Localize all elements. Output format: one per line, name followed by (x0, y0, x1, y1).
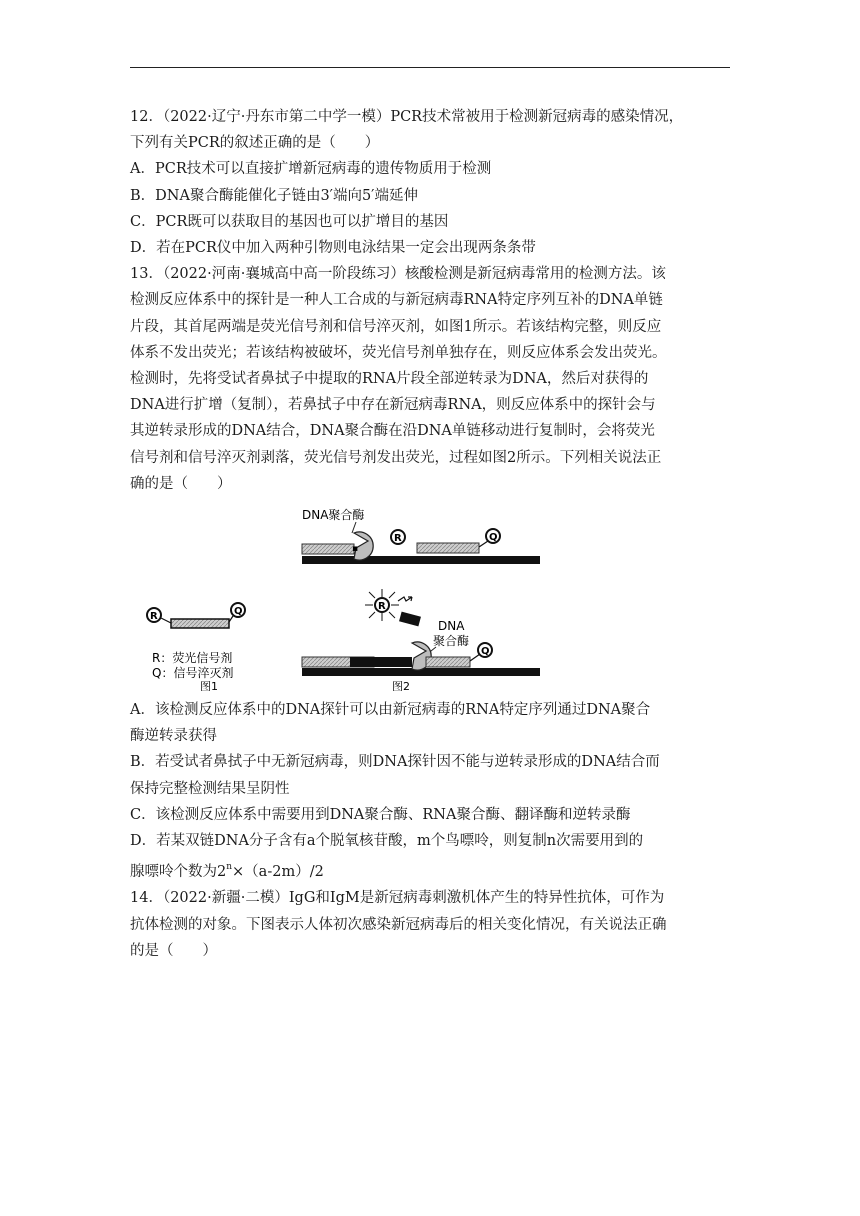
question-13 (130, 261, 730, 885)
probe-strand-fig1 (171, 619, 229, 628)
svg-text:R: R (378, 601, 386, 613)
q12-stem-line-1: PCR技术常被用于检测新冠病毒的感染情况， (390, 109, 684, 125)
q13-stem-line-5: 检测时，先将受试者鼻拭子中提取的RNA片段全部逆转录为DNA，然后对获得的 (130, 371, 649, 388)
polymerase-label-bottom-1: DNA (438, 619, 465, 634)
q12-source: （2022·辽宁·丹东市第二中学一模） (162, 109, 391, 125)
q12-option-a[interactable]: A．PCR技术可以直接扩增新冠病毒的遗传物质用于检测 (130, 161, 492, 178)
q13-option-c[interactable]: C．该检测反应体系中需要用到DNA聚合酶、RNA聚合酶、翻译酶和逆转录酶 (130, 806, 631, 823)
legend-fluorescent: R：荧光信号剂 (152, 651, 233, 666)
q13-option-a-line-1[interactable]: A．该检测反应体系中的DNA探针可以由新冠病毒的RNA特定序列通过DNA聚合 (130, 702, 651, 719)
svg-text:R: R (394, 533, 402, 545)
q14-stem-line-1: 14．（2022·新疆·二模）IgG和IgM是新冠病毒刺激机体产生的特异性抗体，可作为 (130, 890, 665, 907)
q13-stem-line-7: 其逆转录形成的DNA结合，DNA聚合酶在沿DNA单链移动进行复制时，会将荧光 (130, 423, 655, 440)
new-strand-bottom-dark (350, 657, 412, 667)
q13-stem-line-4: 体系不发出荧光；若该结构被破坏，荧光信号剂单独存在，则反应体系会发出荧光。 (130, 344, 667, 361)
q13-stem-line-2: 检测反应体系中的探针是一种人工合成的与新冠病毒RNA特定序列互补的DNA单链 (130, 292, 663, 309)
q12-option-b[interactable]: B．DNA聚合酶能催化子链由3′端向5′端延伸 (130, 187, 418, 204)
fig1-caption: 图1 (200, 680, 218, 692)
q13-stem-line-9: 确的是（ ） (130, 475, 232, 492)
svg-text:Q: Q (234, 606, 243, 618)
q13-stem-line-8: 信号剂和信号淬灭剂剥落，荧光信号剂发出荧光，过程如图2所示。下列相关说法正 (130, 449, 662, 466)
q13-stem-line-6: DNA进行扩增（复制），若鼻拭子中存在新冠病毒RNA，则反应体系中的探针会与 (130, 397, 656, 414)
q13-stem-line-3: 片段，其首尾两端是荧光信号剂和信号淬灭剂，如图1所示。若该结构完整，则反应 (130, 318, 662, 335)
q14-number: 14． (130, 890, 163, 907)
polymerase-label-top: DNA聚合酶 (302, 508, 365, 523)
svg-text:Q: Q (481, 646, 490, 658)
q13-option-d-line-1[interactable]: D．若某双链DNA分子含有a个脱氧核苷酸，m个鸟嘌呤，则复制n次需要用到的 (130, 833, 644, 850)
q12-option-d[interactable]: D．若在PCR仪中加入两种引物则电泳结果一定会出现两条条带 (130, 240, 536, 257)
probe-remnant-bottom (426, 657, 470, 667)
q13-option-b-line-2: 保持完整检测结果呈阴性 (130, 780, 290, 797)
q13-source: （2022·河南·襄城高中高一阶段练习） (162, 266, 405, 283)
q12-stem-line-2: 下列有关PCR的叙述正确的是（ ） (130, 135, 380, 152)
page-content (130, 104, 730, 964)
probe-fragment-released (399, 612, 421, 627)
header-rule (130, 67, 730, 68)
question-12 (130, 104, 730, 261)
dna-probe-diagram (130, 501, 730, 691)
svg-text:R: R (150, 611, 158, 623)
new-strand-top (302, 544, 354, 554)
svg-text:▪: ▪ (352, 544, 359, 555)
q12-stem (130, 104, 730, 130)
q13-option-d-line-2: 腺嘌呤个数为$2^n\times(a-2m)/2$ (130, 862, 324, 881)
q13-stem-line-1: 13．（2022·河南·襄城高中高一阶段练习）核酸检测是新冠病毒常用的检测方法。该 (130, 266, 666, 283)
template-strand-top (302, 556, 540, 564)
fig2-top-panel (302, 507, 540, 564)
q13-option-a-line-2: 酶逆转录获得 (130, 728, 217, 745)
q14-stem-line-2: 抗体检测的对象。下图表示人体初次感染新冠病毒后的相关变化情况，有关说法正确 (130, 916, 667, 933)
fig2-caption: 图2 (392, 680, 410, 692)
exponent-n: n (226, 862, 233, 873)
fig2-bottom-panel (302, 589, 540, 691)
polymerase-pointer (352, 522, 356, 533)
q13-number: 13． (130, 266, 163, 283)
legend-quencher: Q：信号淬灭剂 (152, 666, 234, 681)
question-14 (130, 885, 730, 964)
polymerase-label-bottom-2: 聚合酶 (433, 634, 470, 649)
q13-figure (130, 501, 730, 691)
fig1-panel (147, 603, 245, 691)
q13-option-b-line-1[interactable]: B．若受试者鼻拭子中无新冠病毒，则DNA探针因不能与逆转录形成的DNA结合而 (130, 754, 660, 771)
q14-source: （2022·新疆·二模） (162, 890, 289, 907)
svg-text:Q: Q (489, 532, 498, 544)
q12-option-c[interactable]: C．PCR既可以获取目的基因也可以扩增目的基因 (130, 213, 449, 230)
q14-stem-line-3: 的是（ ） (130, 942, 217, 959)
q12-number: 12． (130, 109, 163, 125)
probe-strand-top (417, 543, 479, 553)
